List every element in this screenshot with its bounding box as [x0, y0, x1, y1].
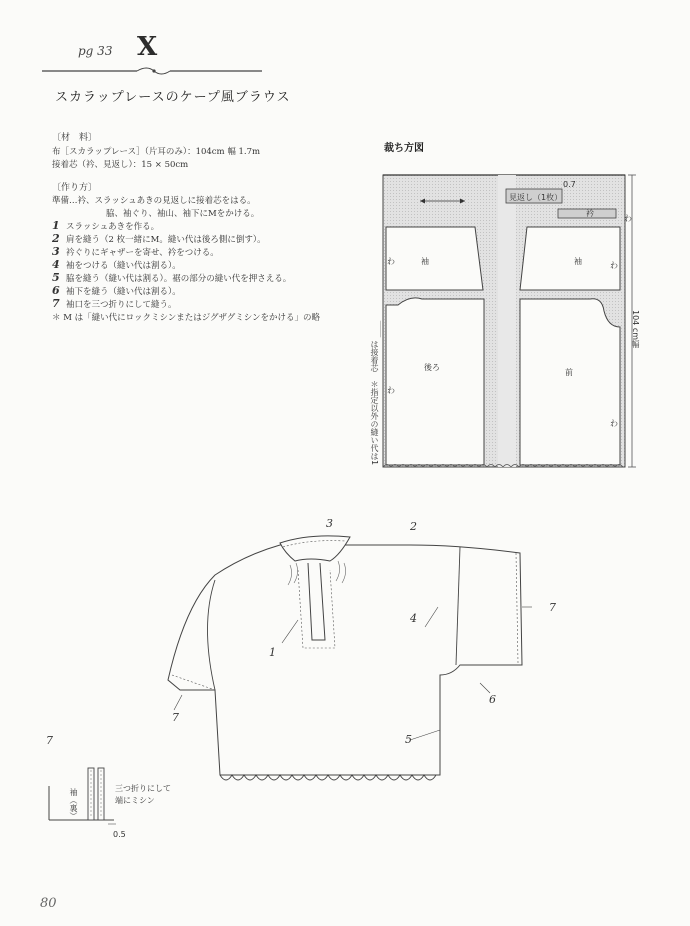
- cutting-layout: [380, 165, 640, 475]
- hem-instruction: 三つ折りにして: [115, 784, 171, 793]
- sleeve-label-left: 袖: [421, 257, 429, 266]
- callout-3: 3: [326, 517, 333, 530]
- ornamental-rule: [42, 64, 262, 78]
- callout-5: 5: [405, 733, 412, 746]
- fold-mark: わ: [387, 386, 395, 395]
- sleeve-inside-label: 袖（裏）: [69, 788, 78, 820]
- blouse-illustration: [160, 525, 540, 805]
- step-6: 6 袖下を縫う（縫い代は割る）。: [52, 284, 181, 297]
- page-reference: pg 33: [78, 44, 113, 58]
- callout-2: 2: [410, 520, 417, 533]
- prep-line: 準備…衿、スラッシュあきの見返しに接着芯をはる。: [52, 196, 256, 206]
- interfacing-note: は接着芯: [370, 340, 379, 372]
- materials-heading: 〔材 料〕: [52, 133, 98, 143]
- fold-mark: わ: [624, 214, 632, 223]
- facing-label: 見返し（1枚）: [509, 193, 563, 202]
- cutting-diagram-title: 裁ち方図: [384, 143, 424, 154]
- abbreviation-note: ＊ M は「縫い代にロックミシンまたはジグザグミシンをかける」の略: [52, 313, 321, 323]
- materials-line: 接着芯（衿、見返し）：15 × 50cm: [52, 160, 189, 170]
- prep-line: 脇、袖ぐり、袖山、袖下にMをかける。: [106, 209, 260, 219]
- facing-allowance: 0.7: [563, 180, 576, 189]
- front-label: 前: [565, 368, 573, 377]
- callout-4: 4: [410, 612, 417, 625]
- step-3: 3 衿ぐりにギャザーを寄せ、衿をつける。: [52, 245, 219, 258]
- method-heading: 〔作り方〕: [52, 183, 98, 193]
- fold-mark: わ: [387, 257, 395, 266]
- fold-mark: わ: [610, 261, 618, 270]
- step-1: 1 スラッシュあきを作る。: [52, 219, 160, 232]
- callout-6: 6: [489, 693, 496, 706]
- step-4: 4 袖をつける（縫い代は割る）。: [52, 258, 181, 271]
- back-label: 後ろ: [424, 363, 440, 372]
- pattern-letter: X: [137, 32, 158, 62]
- callout-1: 1: [269, 646, 276, 659]
- fold-mark: わ: [610, 419, 618, 428]
- hem-instruction: 端にミシン: [115, 796, 155, 805]
- hem-detail-diagram: [44, 766, 124, 836]
- materials-line: 布［スカラップレース］（片耳のみ）：104cm 幅 1.7m: [52, 147, 261, 157]
- step-5: 5 脇を縫う（縫い代は割る）。裾の部分の縫い代を押さえる。: [52, 271, 292, 284]
- step-2: 2 肩を縫う（2 枚一緒にM。縫い代は後ろ側に倒す）。: [52, 232, 266, 245]
- fabric-width: 104 cm幅: [631, 310, 640, 349]
- callout-7-right: 7: [549, 601, 556, 614]
- page-number: 80: [40, 896, 57, 911]
- allowance-note: ＊指定以外の縫い代は1: [370, 380, 379, 466]
- hem-measure: 0.5: [113, 830, 126, 839]
- sleeve-label-right: 袖: [574, 257, 582, 266]
- collar-label: 衿: [586, 209, 594, 218]
- callout-7-left: 7: [172, 711, 179, 724]
- detail-step-number: 7: [46, 734, 53, 747]
- step-7: 7 袖口を三つ折りにして縫う。: [52, 297, 177, 310]
- page-title: スカラップレースのケープ風ブラウス: [55, 90, 291, 105]
